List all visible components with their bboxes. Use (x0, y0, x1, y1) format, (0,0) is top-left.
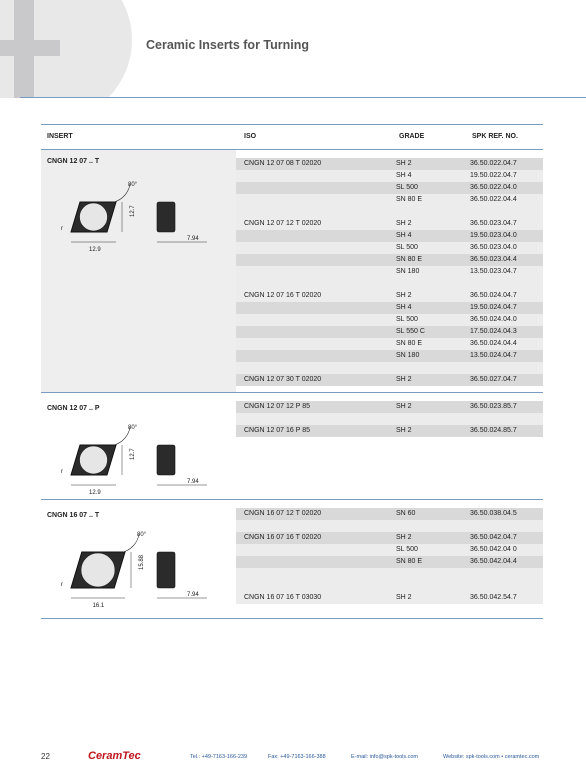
ref-number: 36.50.022.04.7 (470, 160, 517, 167)
angle-label: 80° (128, 425, 138, 431)
insert-designation: CNGN 16 07 .. T (47, 512, 100, 519)
height-label: 15.88 (139, 554, 145, 570)
grade: SH 2 (396, 220, 412, 227)
radius-label: r (61, 226, 63, 232)
iso-code: CNGN 12 07 12 T 02020 (244, 220, 322, 227)
ref-number: 19.50.022.04.7 (470, 172, 517, 179)
table-row (236, 520, 543, 532)
footer-tel: Tel.: +49-7163-166-239 (190, 754, 248, 760)
iso-code: CNGN 16 07 16 T 03030 (244, 594, 322, 601)
insert-group (41, 500, 543, 619)
table-row (236, 568, 543, 580)
table-row (236, 218, 543, 230)
ref-number: 36.50.022.04.0 (470, 184, 517, 191)
iso-code: CNGN 12 07 16 T 02020 (244, 292, 322, 299)
grade: SL 500 (396, 244, 418, 251)
table-row (236, 242, 543, 254)
insert-dimension-drawing (41, 409, 221, 499)
grade: SN 80 E (396, 340, 423, 347)
insert-dimension-drawing (41, 516, 221, 624)
grade: SH 2 (396, 594, 412, 601)
table-row (236, 532, 543, 544)
ref-number: 13.50.024.04.7 (470, 352, 517, 359)
iso-code: CNGN 16 07 16 T 02020 (244, 534, 322, 541)
table-row (236, 592, 543, 604)
col-ref: SPK REF. NO. (472, 133, 518, 140)
ref-number: 36.50.042.04.4 (470, 558, 517, 565)
iso-code: CNGN 12 07 30 T 02020 (244, 376, 322, 383)
table-row (236, 290, 543, 302)
iso-code: CNGN 12 07 08 T 02020 (244, 160, 322, 167)
grade: SH 2 (396, 427, 412, 434)
table-body (41, 150, 543, 619)
insert-group (41, 150, 543, 393)
grade: SH 4 (396, 304, 412, 311)
table-row (236, 401, 543, 413)
section-logo-mark (0, 0, 140, 98)
grade: SL 550 C (396, 328, 425, 335)
table-row (236, 350, 543, 362)
grade: SN 180 (396, 352, 420, 359)
grade: SN 180 (396, 268, 420, 275)
ref-number: 36.50.042.04.7 (470, 534, 517, 541)
col-insert: INSERT (47, 133, 73, 140)
table-row (236, 182, 543, 194)
footer-website[interactable]: Website: spk-tools.com • ceramtec.com (443, 754, 540, 760)
grade: SH 4 (396, 172, 412, 179)
radius-label: r (61, 582, 63, 588)
ref-number: 19.50.024.04.7 (470, 304, 517, 311)
ref-number: 19.50.023.04.0 (470, 232, 517, 239)
grade: SL 500 (396, 184, 418, 191)
grade: SL 500 (396, 316, 418, 323)
table-row (236, 278, 543, 290)
table-row (236, 254, 543, 266)
table-row (236, 302, 543, 314)
inserts-table (41, 124, 543, 619)
table-header (41, 124, 543, 150)
table-row (236, 230, 543, 242)
table-row (236, 158, 543, 170)
table-row (236, 425, 543, 437)
ref-number: 36.50.023.85.7 (470, 403, 517, 410)
ref-number: 36.50.024.04.7 (470, 292, 517, 299)
grade: SN 80 E (396, 196, 423, 203)
grade: SH 4 (396, 232, 412, 239)
width-label: 12.9 (89, 247, 101, 253)
ref-number: 36.50.038.04.5 (470, 510, 517, 517)
table-row (236, 206, 543, 218)
table-row (236, 413, 543, 425)
iso-code: CNGN 16 07 12 T 02020 (244, 510, 322, 517)
table-row (236, 338, 543, 350)
insert-designation: CNGN 12 07 .. P (47, 405, 100, 412)
col-iso: ISO (244, 133, 257, 140)
iso-code: CNGN 12 07 12 P 85 (244, 403, 311, 410)
grade: SH 2 (396, 160, 412, 167)
grade: SH 2 (396, 292, 412, 299)
ref-number: 36.50.023.04.0 (470, 244, 517, 251)
table-row (236, 580, 543, 592)
table-row (236, 194, 543, 206)
ref-number: 36.50.042.54.7 (470, 594, 517, 601)
insert-group (41, 393, 543, 500)
col-grade: GRADE (399, 133, 425, 140)
footer-email: E-mail: info@spk-tools.com (351, 754, 419, 760)
angle-label: 80° (128, 182, 138, 188)
ref-number: 36.50.024.85.7 (470, 427, 517, 434)
width-label: 12.9 (89, 490, 101, 496)
grade: SL 500 (396, 546, 418, 553)
height-label: 12.7 (130, 448, 136, 460)
iso-code: CNGN 12 07 16 P 85 (244, 427, 311, 434)
thickness-label: 7.94 (187, 236, 199, 242)
radius-label: r (61, 469, 63, 475)
ref-number: 36.50.027.04.7 (470, 376, 517, 383)
footer-fax: Fax: +49-7163-166-388 (268, 754, 326, 760)
grade: SN 80 E (396, 558, 423, 565)
table-row (236, 266, 543, 278)
brand-logo: CeramTec (88, 750, 141, 762)
table-row (236, 362, 543, 374)
grade: SH 2 (396, 376, 412, 383)
ref-number: 13.50.023.04.7 (470, 268, 517, 275)
grade: SH 2 (396, 534, 412, 541)
table-row (236, 326, 543, 338)
table-row (236, 170, 543, 182)
table-row (236, 314, 543, 326)
table-row (236, 556, 543, 568)
grade: SN 60 (396, 510, 416, 517)
table-row (236, 544, 543, 556)
table-row (236, 374, 543, 386)
height-label: 12.7 (130, 205, 136, 217)
ref-number: 36.50.023.04.4 (470, 256, 517, 263)
title-rule (20, 97, 586, 98)
ref-number: 36.50.022.04.4 (470, 196, 517, 203)
angle-label: 80° (137, 532, 147, 538)
page-title: Ceramic Inserts for Turning (146, 38, 309, 52)
grade: SN 80 E (396, 256, 423, 263)
ref-number: 36.50.024.04.4 (470, 340, 517, 347)
insert-designation: CNGN 12 07 .. T (47, 158, 100, 165)
insert-dimension-drawing (41, 166, 221, 256)
ref-number: 36.50.023.04.7 (470, 220, 517, 227)
ref-number: 17.50.024.04.3 (470, 328, 517, 335)
ref-number: 36.50.024.04.0 (470, 316, 517, 323)
ref-number: 36.50.042.04 0 (470, 546, 517, 553)
thickness-label: 7.94 (187, 479, 199, 485)
width-label: 16.1 (92, 603, 105, 609)
thickness-label: 7.94 (187, 592, 199, 598)
page-number: 22 (41, 752, 50, 761)
grade: SH 2 (396, 403, 412, 410)
table-row (236, 508, 543, 520)
